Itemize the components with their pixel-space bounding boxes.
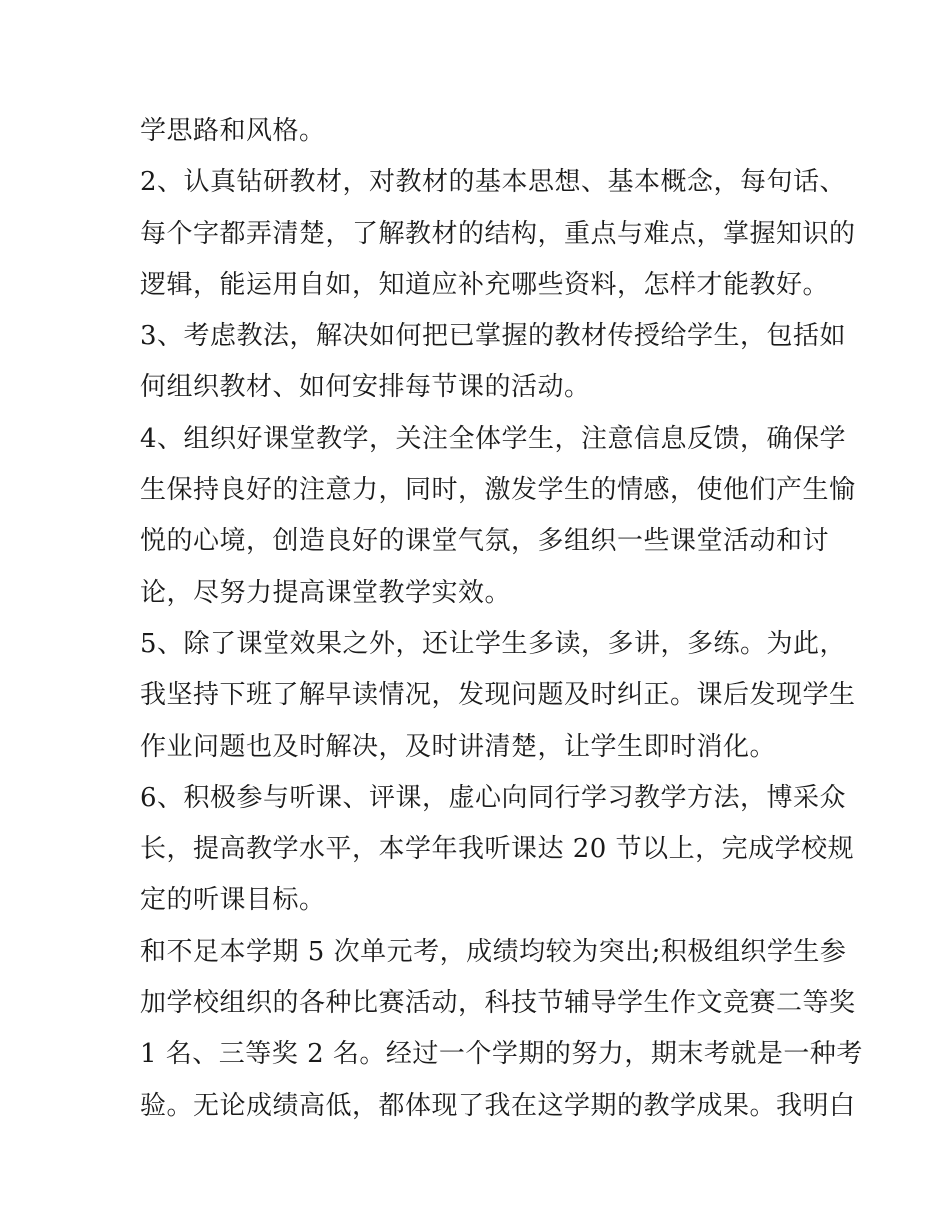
text-line: 加学校组织的各种比赛活动，科技节辅导学生作文竞赛二等奖 — [140, 988, 856, 1019]
text-line: 悦的心境，创造良好的课堂气氛，多组织一些课堂活动和讨 — [140, 526, 830, 557]
text-line: 验。无论成绩高低，都体现了我在这学期的教学成果。我明白 — [140, 1090, 856, 1121]
text-line: 6、积极参与听课、评课，虚心向同行学习教学方法，博采众 — [140, 782, 847, 813]
text-line: 逻辑，能运用自如，知道应补充哪些资料，怎样才能教好。 — [140, 269, 830, 300]
text-line: 生保持良好的注意力，同时，激发学生的情感，使他们产生愉 — [140, 475, 856, 506]
text-line: 定的听课目标。 — [140, 885, 326, 916]
text-line: 作业问题也及时解决，及时讲清楚，让学生即时消化。 — [140, 731, 777, 762]
text-line: 学思路和风格。 — [140, 116, 326, 146]
text-line: 2、认真钻研教材，对教材的基本思想、基本概念，每句话、 — [140, 167, 847, 198]
text-line: 长，提高教学水平，本学年我听课达 20 节以上，完成学校规 — [140, 834, 855, 865]
text-line: 4、组织好课堂教学，关注全体学生，注意信息反馈，确保学 — [140, 423, 847, 454]
text-line: 1 名、三等奖 2 名。经过一个学期的努力，期末考就是一种考 — [140, 1039, 863, 1070]
text-line: 我坚持下班了解早读情况，发现问题及时纠正。课后发现学生 — [140, 680, 856, 711]
text-line: 何组织教材、如何安排每节课的活动。 — [140, 372, 591, 403]
body-text — [140, 106, 863, 1132]
text-line: 5、除了课堂效果之外，还让学生多读，多讲，多练。为此， — [140, 628, 847, 659]
text-line: 论，尽努力提高课堂教学实效。 — [140, 577, 512, 608]
text-line: 每个字都弄清楚，了解教材的结构，重点与难点，掌握知识的 — [140, 218, 856, 249]
text-line: 3、考虑教法，解决如何把已掌握的教材传授给学生，包括如 — [140, 321, 847, 352]
text-line: 和不足本学期 5 次单元考，成绩均较为突出;积极组织学生参 — [140, 936, 847, 967]
